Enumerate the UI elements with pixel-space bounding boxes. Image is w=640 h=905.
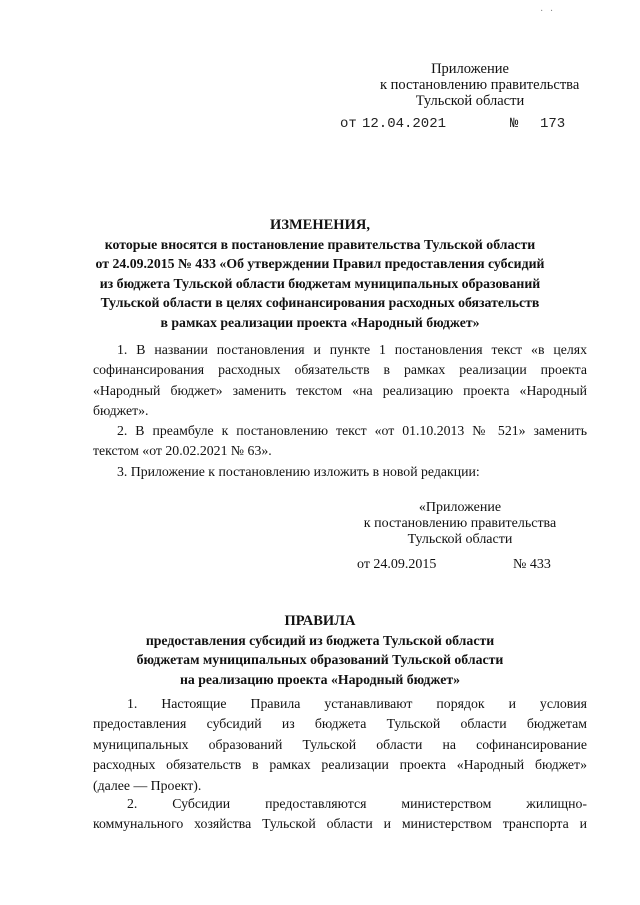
rule-2-line: коммунального хозяйства Тульской области и министерством транспорта и bbox=[93, 816, 587, 832]
resolution-number: 173 bbox=[540, 116, 566, 132]
resolution-date: 12.04.2021 bbox=[362, 116, 447, 132]
item-3-line: 3. Приложение к постановлению изложить в новой редакции: bbox=[117, 464, 480, 479]
item-2-line: 2. В преамбуле к постановлению текст «от 01.10.2013 № 521» заменить bbox=[117, 423, 587, 438]
changes-subtitle-line: в рамках реализации проекта «Народный бюджет» bbox=[160, 314, 480, 330]
item-2 bbox=[93, 421, 587, 462]
item-1-line: 1. В названии постановления и пункте 1 постановления текст «в целях bbox=[117, 342, 587, 357]
inner-appendix-header bbox=[345, 500, 575, 548]
changes-subtitle-line: которые вносятся в постановление правительства Тульской области bbox=[104, 237, 536, 252]
item-1-line: бюджет». bbox=[93, 403, 149, 419]
item-1 bbox=[93, 340, 587, 422]
changes-subtitle bbox=[60, 235, 580, 332]
rules-subtitle-line: бюджетам муниципальных образований Тульской области bbox=[136, 652, 504, 668]
inner-appendix-line-2: к постановлению правительства bbox=[363, 516, 557, 531]
rules-subtitle-line: предоставления субсидий из бюджета Тульской области bbox=[145, 633, 495, 648]
rule-1-line: муниципальных образований Тульской области на софинансирование bbox=[93, 736, 587, 752]
rules-subtitle-line: на реализацию проекта «Народный бюджет» bbox=[179, 671, 461, 687]
rule-1 bbox=[93, 694, 587, 796]
inner-appendix-line-1: «Приложение bbox=[418, 500, 502, 515]
rule-1-line: 1. Настоящие Правила устанавливают порядок и условия bbox=[127, 696, 587, 711]
inner-appendix-line-3: Тульской области bbox=[407, 532, 513, 547]
rules-subtitle bbox=[60, 631, 580, 689]
item-3 bbox=[93, 462, 587, 482]
resolution-date-prefix: от bbox=[340, 116, 357, 132]
appendix-line-3: Тульской области bbox=[415, 93, 525, 109]
item-1-line: «Народный бюджет» заменить текстом «на реализацию проекта «Народный bbox=[93, 382, 587, 398]
rule-2-line: 2. Субсидии предоставляются министерством жилищно- bbox=[127, 796, 587, 811]
changes-heading: ИЗМЕНЕНИЯ, bbox=[270, 217, 370, 233]
changes-subtitle-line: от 24.09.2015 № 433 «Об утверждении Правил предоставления субсидий bbox=[95, 256, 545, 272]
rules-heading: ПРАВИЛА bbox=[284, 613, 356, 629]
inner-appendix-number: № 433 bbox=[513, 557, 551, 572]
rule-2 bbox=[93, 794, 587, 835]
inner-appendix-date: от 24.09.2015 bbox=[357, 557, 437, 572]
item-2-line: текстом «от 20.02.2021 № 63». bbox=[93, 443, 272, 459]
appendix-line-2: к постановлению правительства bbox=[380, 77, 580, 93]
rule-1-line: предоставления субсидий из бюджета Тульской области бюджетам bbox=[93, 716, 587, 732]
rule-1-line: расходных обязательств в рамках реализации проекта «Народный бюджет» bbox=[93, 757, 587, 773]
changes-subtitle-line: Тульской области в целях софинансирования расходных обязательств bbox=[100, 295, 540, 311]
appendix-line-1: Приложение bbox=[431, 61, 509, 77]
corner-mark: · · bbox=[540, 6, 556, 17]
item-1-line: софинансирования расходных обязательств в рамках реализации проекта bbox=[93, 362, 587, 378]
resolution-number-prefix: № bbox=[510, 116, 519, 132]
changes-subtitle-line: из бюджета Тульской области бюджетам муниципальных образований bbox=[99, 275, 541, 291]
rule-1-line: (далее — Проект). bbox=[93, 777, 202, 793]
appendix-header bbox=[380, 61, 580, 109]
